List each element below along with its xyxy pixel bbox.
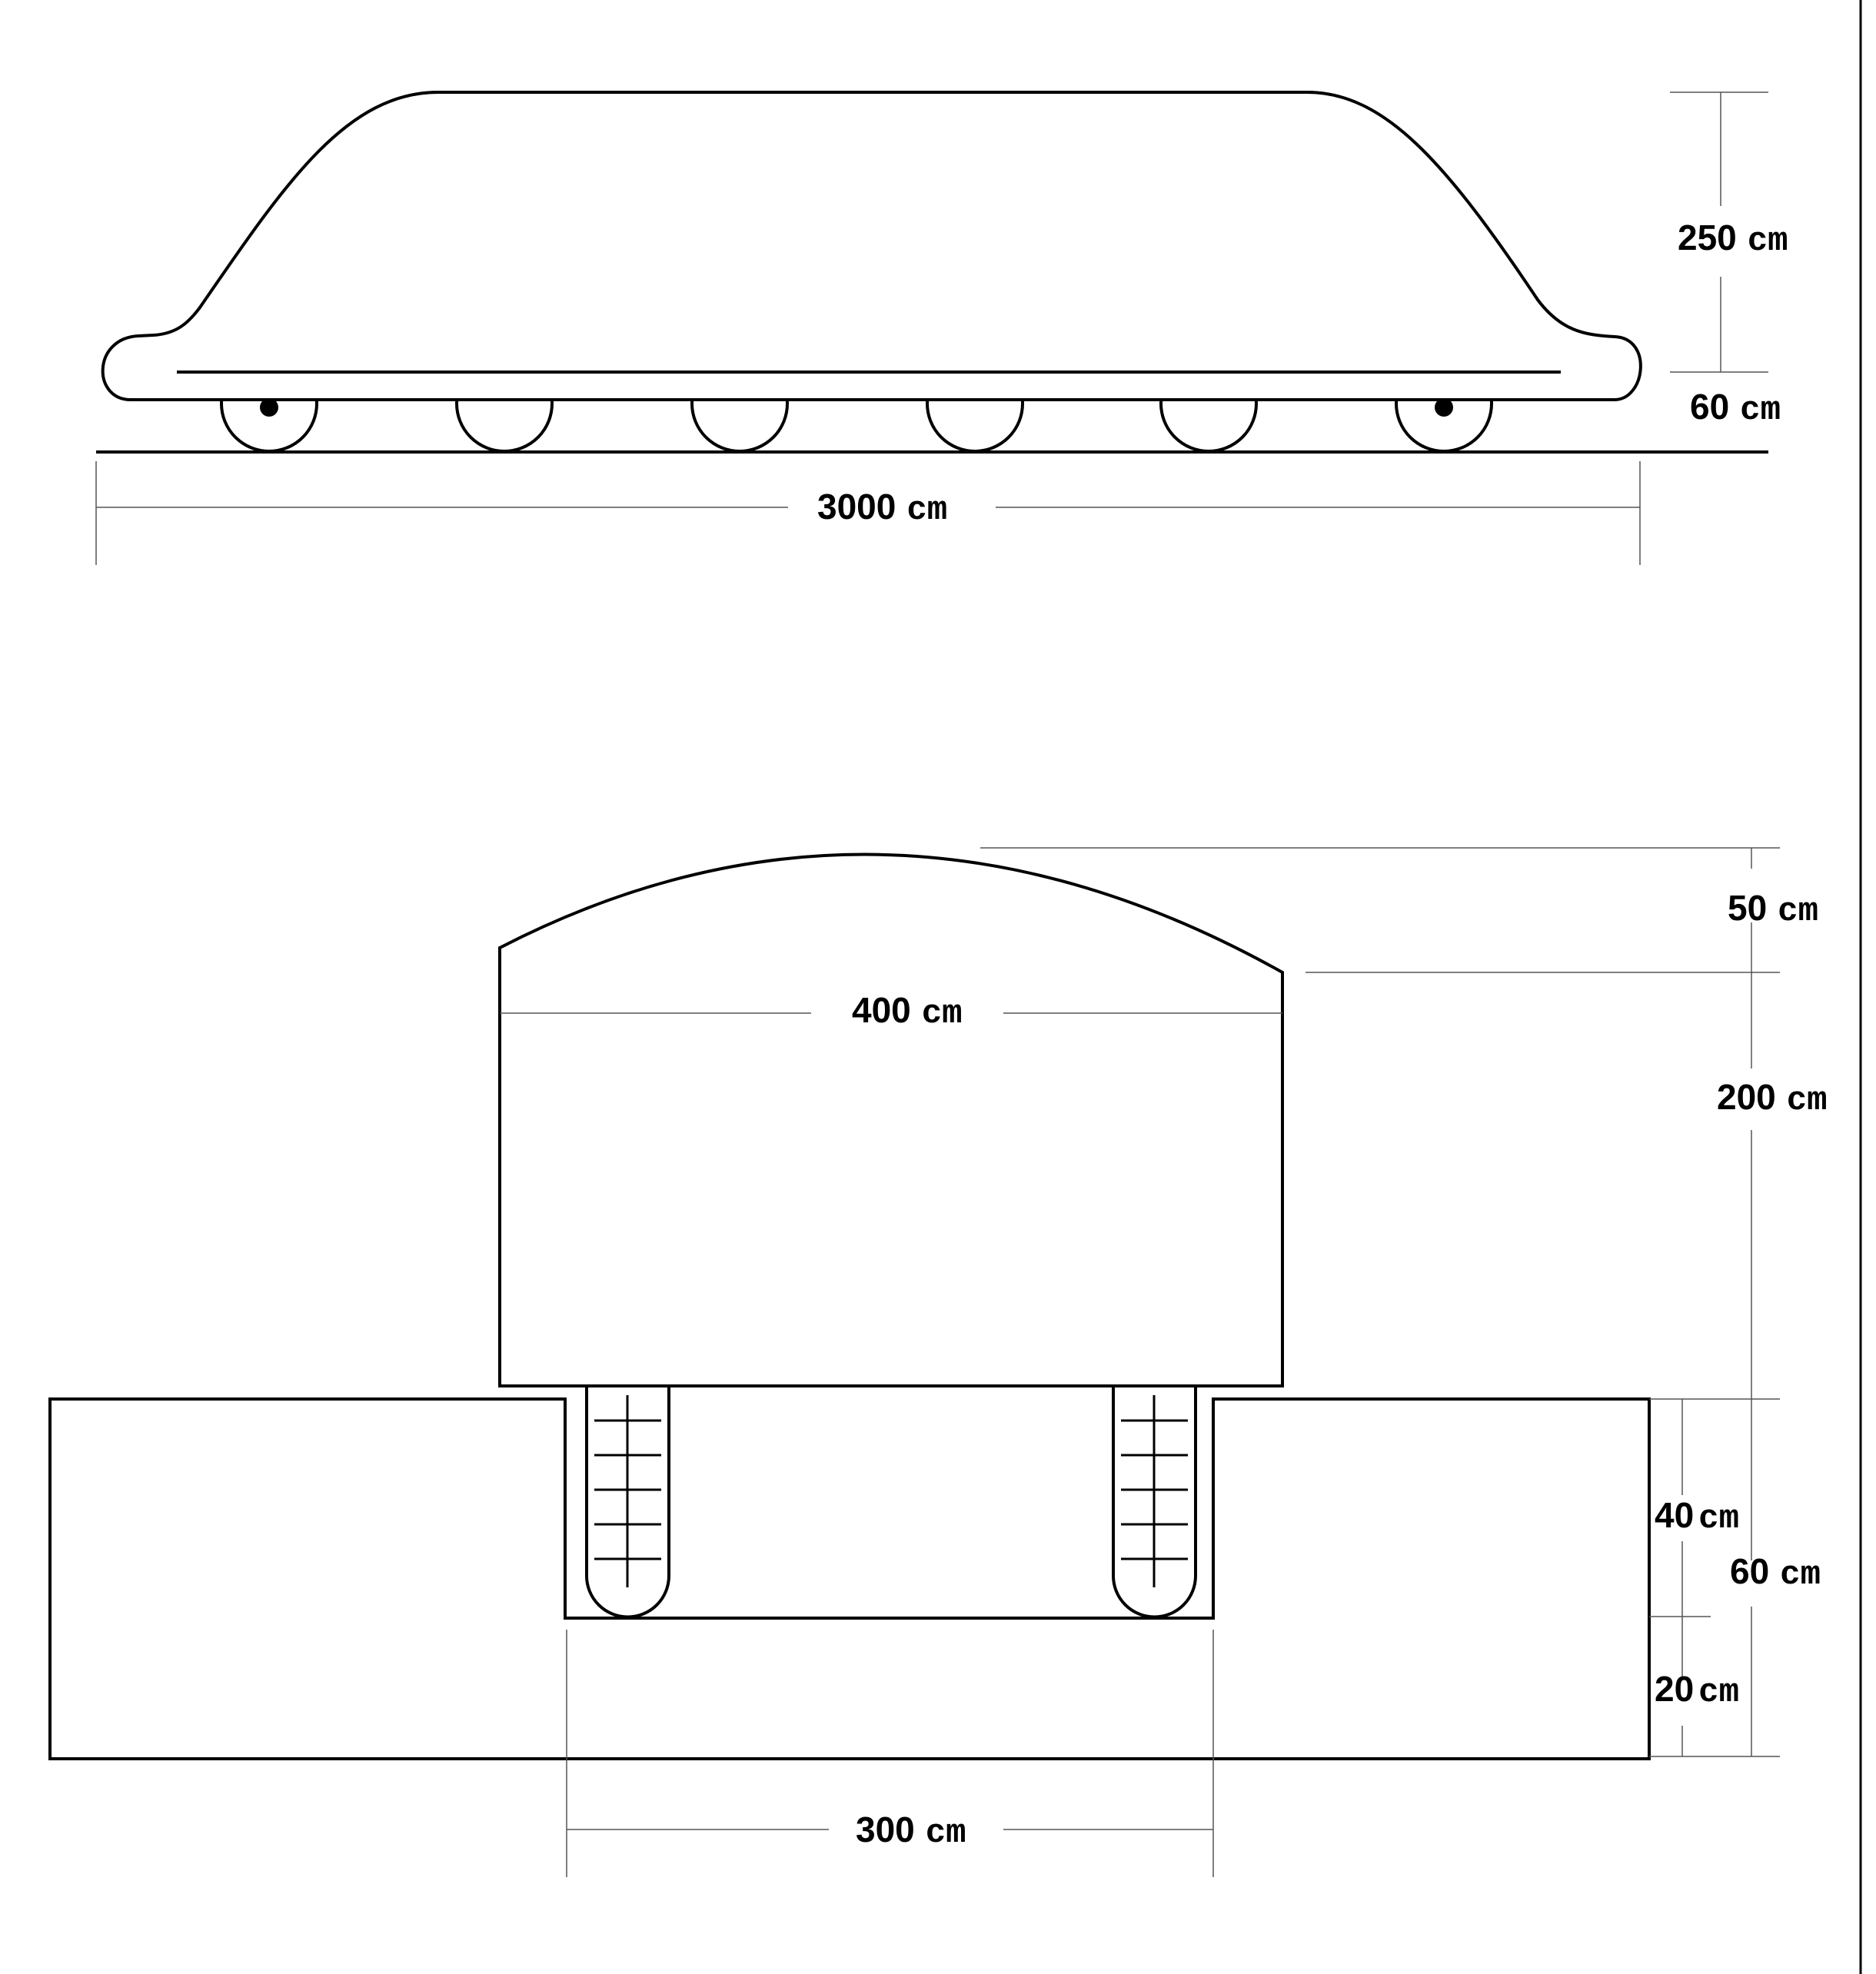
label-roof: 50 cm: [1728, 888, 1818, 931]
label-width: 400 cm: [852, 990, 963, 1033]
guide-leg-right: [1113, 1386, 1196, 1617]
axle-dot-rear: [1435, 398, 1453, 417]
label-height: 250 cm: [1678, 218, 1788, 261]
dimension-body-200: [1649, 972, 1828, 1560]
vehicle-body-side: [103, 92, 1641, 400]
dimension-length-3000: [96, 461, 1640, 565]
front-view: [50, 848, 1828, 1877]
side-view: [96, 92, 1788, 565]
dimension-height-250: [1670, 92, 1788, 372]
label-track-total: 60 cm: [1730, 1551, 1821, 1594]
vehicle-body-front: [500, 855, 1282, 1386]
track-base: [50, 1399, 1649, 1759]
label-wheel-height: 60 cm: [1690, 387, 1781, 430]
axle-dot-front: [260, 398, 278, 417]
label-gap: 300 cm: [856, 1810, 966, 1853]
label-base: 20 cm: [1655, 1669, 1739, 1712]
label-body-height: 200 cm: [1717, 1077, 1828, 1120]
dimension-track: [1649, 1399, 1821, 1756]
label-slot-depth: 40 cm: [1655, 1495, 1739, 1538]
label-length: 3000 cm: [817, 487, 948, 530]
guide-leg-left: [587, 1386, 669, 1617]
